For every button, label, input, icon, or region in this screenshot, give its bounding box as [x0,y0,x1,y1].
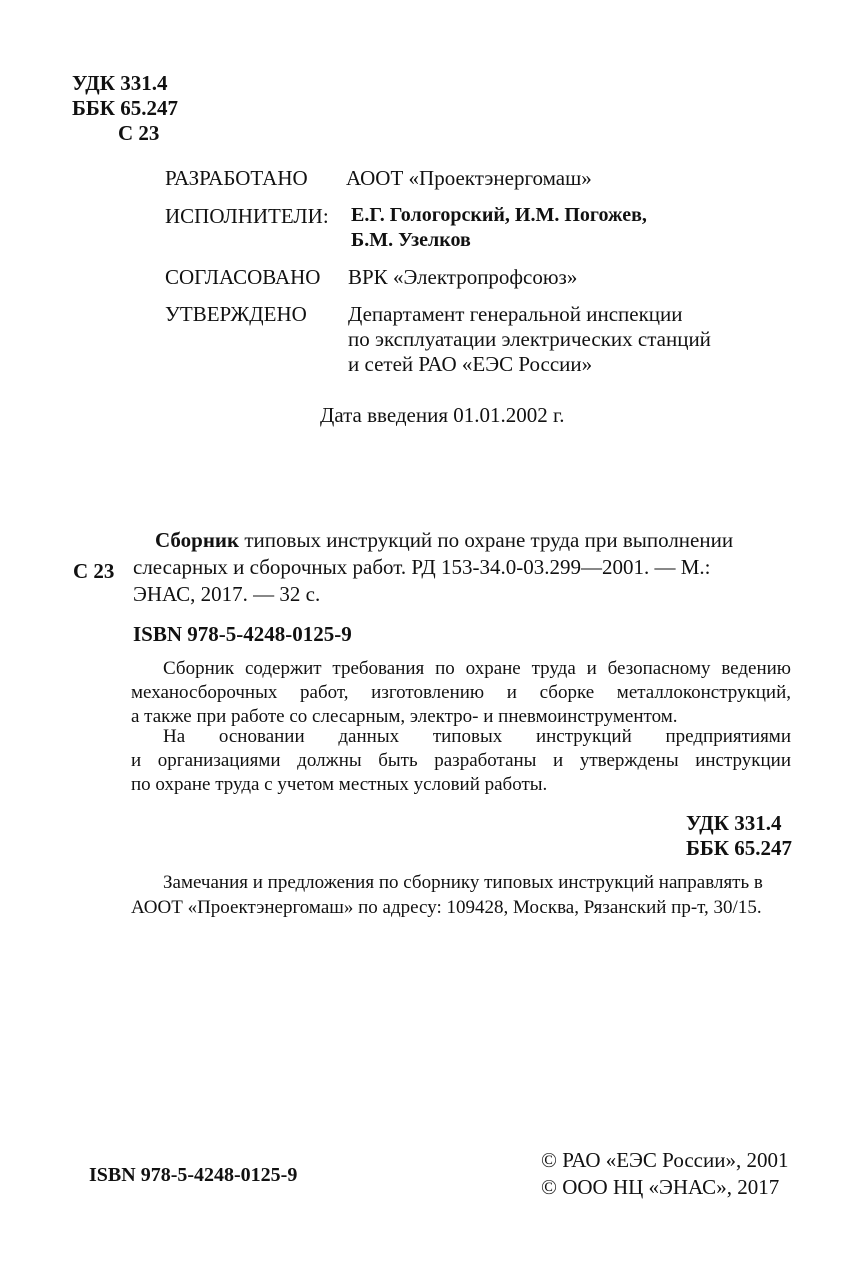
bibliography-code: С 23 [73,559,115,583]
agreed-label: СОГЛАСОВАНО [165,265,321,289]
bibliography-title-rest: типовых инструкций по охране труда при выполнении [244,528,734,552]
performers-label: ИСПОЛНИТЕЛИ: [165,204,329,228]
abstract-p1-line-1: Сборник содержит требования по охране труда и безопасному ведению [163,658,791,679]
bibliography-title-bold: Сборник [155,528,240,552]
remarks-line-2: АООТ «Проектэнергомаш» по адресу: 109428, Москва, Рязанский пр-т, 30/15. [131,897,762,918]
bibliography-isbn: ISBN 978-5-4248-0125-9 [133,622,352,646]
abstract-p2-line-3: по охране труда с учетом местных условий работы. [131,774,548,795]
footer-isbn: ISBN 978-5-4248-0125-9 [89,1164,298,1186]
bibliography-line-2: слесарных и сборочных работ. РД 153-34.0-03.299—2001. — М.: [133,555,711,579]
approved-line-1: Департамент генеральной инспекции [348,302,683,326]
abstract-p2-line-1: На основании данных типовых инструкций предприятиями [163,726,791,747]
approved-label: УТВЕРЖДЕНО [165,302,307,326]
abstract-p2-line-2: и организациями должны быть разработаны и утверждены инструкции [131,750,791,771]
approved-line-2: по эксплуатации электрических станций [348,327,711,351]
copyright-1: © РАО «ЕЭС России», 2001 [541,1148,789,1172]
abstract-p1-line-2: механосборочных работ, изготовлению и сборке металлоконструкций, [131,682,791,703]
approved-line-3: и сетей РАО «ЕЭС России» [348,352,593,376]
developed-value: АООТ «Проектэнергомаш» [346,166,592,190]
bibliography-title-line [155,527,733,553]
developed-label: РАЗРАБОТАНО [165,166,308,190]
header-udk: УДК 331.4 [72,71,168,95]
performers-line-1: Е.Г. Гологорский, И.М. Погожев, [351,204,647,226]
abstract-p1-line-3: а также при работе со слесарным, электро- и пневмоинструментом. [131,706,678,727]
agreed-value: ВРК «Электропрофсоюз» [348,265,578,289]
introduction-date: Дата введения 01.01.2002 г. [320,403,565,427]
performers-line-2: Б.М. Узелков [351,229,471,251]
remarks-line-1: Замечания и предложения по сборнику типовых инструкций направлять в [163,872,763,893]
classification-udk: УДК 331.4 [686,811,782,835]
copyright-2: © ООО НЦ «ЭНАС», 2017 [541,1175,780,1199]
header-bbk: ББК 65.247 [72,96,178,120]
bibliography-line-3: ЭНАС, 2017. — 32 с. [133,582,321,606]
classification-bbk: ББК 65.247 [686,836,792,860]
header-code: С 23 [118,121,160,145]
